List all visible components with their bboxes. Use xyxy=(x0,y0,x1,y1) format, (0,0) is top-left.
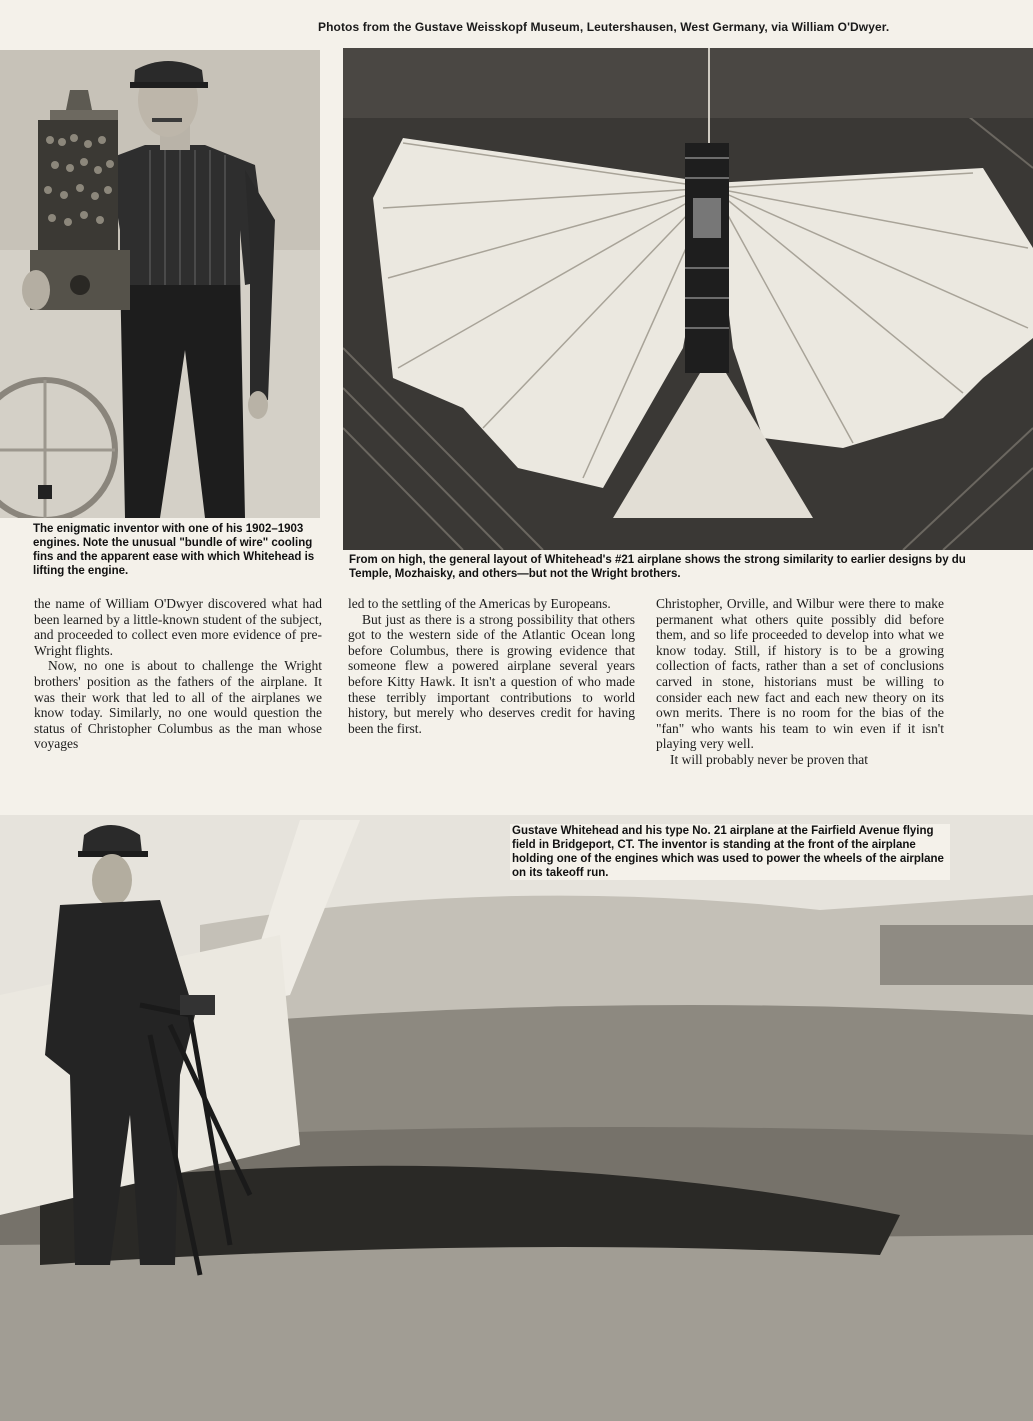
field-photo-caption: Gustave Whitehead and his type No. 21 airplane at the Fairfield Avenue flying field in Bridgeport, CT. The inventor is standing at the front of the airplane holding one of the engines which was used to power the wheels of the airplane on its takeoff run. xyxy=(510,824,950,880)
article-paragraph: But just as there is a strong possibility that others got to the western side of the Atlantic Ocean long before Columbus, there is growing evidence that someone flew a powered airplane several years before Kitty Hawk. It isn't a question of who made these terribly important contributions to world history, but merely who deserves credit for having been the first. xyxy=(348,611,635,736)
airplane-aerial-photo xyxy=(343,48,1033,550)
article-paragraph: led to the settling of the Americas by Europeans. xyxy=(348,596,611,611)
article-paragraph: Now, no one is about to challenge the Wright brothers' position as the fathers of the airplane. It was their work that led to all of the airplanes we know today. Similarly, no one would question the status of Christopher Columbus as the man whose voyages xyxy=(34,658,322,752)
aerial-photo-caption: From on high, the general layout of Whitehead's #21 airplane shows the strong similarity to earlier designs by du Temple, Mozhaisky, and others—but not the Wright brothers. xyxy=(349,554,966,580)
inventor-engine-photo xyxy=(0,50,320,518)
photo-credit: Photos from the Gustave Weisskopf Museum, Leutershausen, West Germany, via William O'Dwyer. xyxy=(318,20,890,34)
article-paragraph: Christopher, Orville, and Wilbur were there to make permanent what others quite possibly did before them, and so life proceeded to develop into what we know today. Still, if history is to be a growing collection of facts, rather than a set of conclusions carved in stone, historians must be willing to consider each new fact and each new theory on its own merits. There is no room for the bias of the "fan" who wants his team to win even if it isn't playing very well. xyxy=(656,596,944,752)
article-column-3 xyxy=(656,596,944,768)
article-paragraph: It will probably never be proven that xyxy=(670,751,868,767)
article-column-2 xyxy=(348,596,635,736)
airplane-field-photo xyxy=(0,815,1033,1421)
article-column-1 xyxy=(34,596,322,752)
article-paragraph: the name of William O'Dwyer discovered what had been learned by a little-known student of the subject, and proceeded to collect even more evidence of pre-Wright flights. xyxy=(34,596,322,658)
inventor-photo-caption: The enigmatic inventor with one of his 1902–1903 engines. Note the unusual "bundle of wire" cooling fins and the apparent ease with which Whitehead is lifting the engine. xyxy=(33,523,315,577)
